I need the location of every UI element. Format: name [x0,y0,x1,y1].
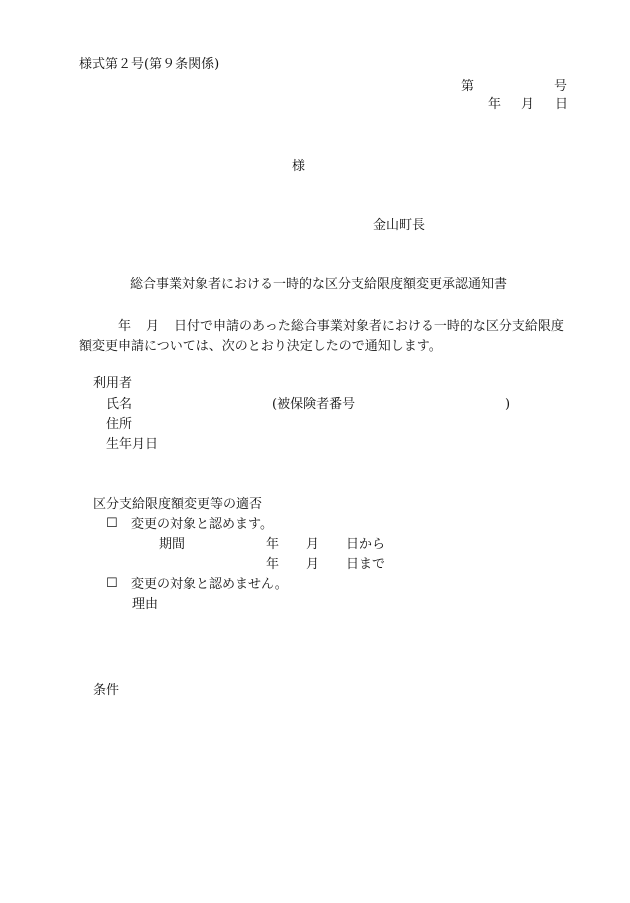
approve-checkbox[interactable]: ☐ [106,516,118,531]
deny-label: 変更の対象と認めません。 [131,577,288,592]
reason-label: 理由 [132,597,159,612]
addressee-suffix: 様 [292,159,306,174]
period-from-month: 月 [306,537,320,552]
body-date-month: 月 [146,319,160,334]
body-date-year: 年 [118,319,132,334]
document-title: 総合事業対象者における一時的な区分支給限度額変更承認通知書 [130,277,508,292]
body-line1: 日付で申請のあった総合事業対象者における一時的な区分支給限度 [174,319,564,334]
birthdate-label: 生年月日 [106,437,159,452]
period-label: 期間 [159,537,186,552]
approve-label: 変更の対象と認めます。 [131,517,273,532]
issuer: 金山町長 [373,218,426,233]
address-label: 住所 [106,417,133,432]
decision-heading: 区分支給限度額変更等の適否 [93,497,263,512]
conditions-label: 条件 [93,683,120,698]
period-to-month: 月 [306,557,320,572]
period-to-day: 日まで [346,557,386,572]
body-line2: 額変更申請については、次のとおり決定したので通知します。 [79,339,442,354]
date-year: 年 [488,97,502,112]
form-id: 様式第２号(第９条関係) [79,57,220,72]
date-month: 月 [521,97,535,112]
insured-number-close: ) [505,397,511,412]
period-from-day: 日から [346,537,386,552]
deny-checkbox[interactable]: ☐ [106,576,118,591]
date-day: 日 [555,97,569,112]
insured-number-open: (被保険者番号 [272,397,356,412]
period-from-year: 年 [266,537,280,552]
number-dai: 第 [461,79,475,94]
name-label: 氏名 [106,397,133,412]
number-go: 号 [554,79,568,94]
user-heading: 利用者 [93,376,133,391]
period-to-year: 年 [266,557,280,572]
